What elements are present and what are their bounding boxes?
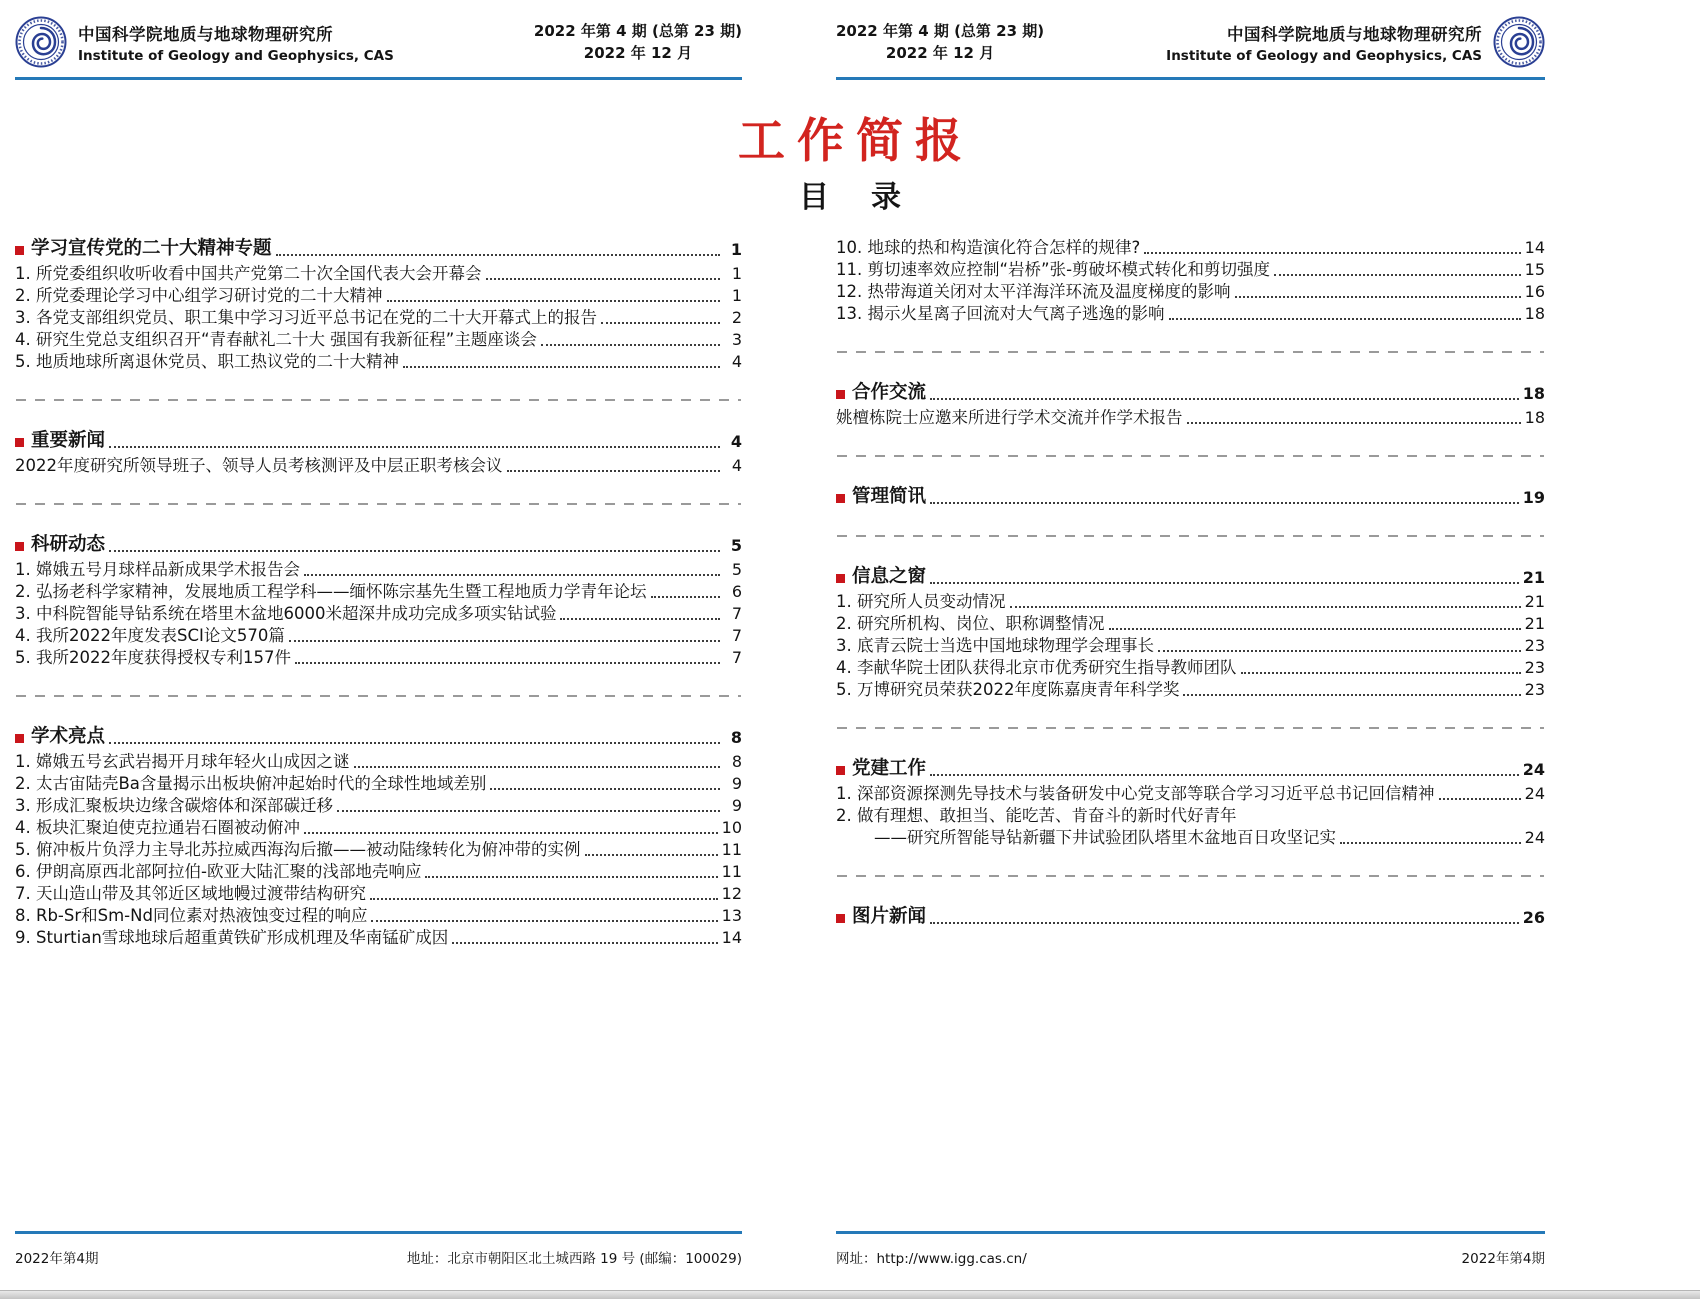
page-number: 23 [1524,658,1545,677]
dot-leader [486,278,721,280]
entry-label: 2. 弘扬老科学家精神，发展地质工程学科——缅怀陈宗基先生暨工程地质力学青年论坛 [15,582,647,601]
page-number: 9 [731,774,742,793]
institute-name-en: Institute of Geology and Geophysics, CAS [78,47,394,64]
entry-label: 3. 形成汇聚板块边缘含碳熔体和深部碳迁移 [15,796,333,815]
entry-label: 4. 板块汇聚迫使克拉通岩石圈被动俯冲 [15,818,300,837]
toc-section-title [836,757,1545,781]
entry-label: 3. 中科院智能导钻系统在塔里木盆地6000米超深井成功完成多项实钻试验 [15,604,557,623]
toc-entry [836,591,1545,613]
page-number: 5 [731,560,742,579]
header-left [15,16,742,68]
entry-label: 2. 做有理想、敢担当、能吃苦、肯奋斗的新时代好青年 [836,806,1237,825]
institute-name-cn: 中国科学院地质与地球物理研究所 [1227,24,1482,44]
section-title-text: 合作交流 [852,382,927,403]
dot-leader [452,942,717,944]
entry-label: 5. 地质地球所离退休党员、职工热议党的二十大精神 [15,352,399,371]
page-number: 16 [1524,282,1545,301]
dot-leader [109,446,720,448]
dot-leader [425,876,717,878]
toc-entry [15,581,742,603]
institute-block-right [1166,16,1545,68]
page-number: 9 [731,796,742,815]
toc-entry [836,259,1545,281]
entry-label: 4. 我所2022年度发表SCI论文570篇 [15,626,285,645]
entry-label: 2. 所党委理论学习中心组学习研讨党的二十大精神 [15,286,383,305]
toc-entry [836,657,1545,679]
toc-entry [15,285,742,307]
section-bullet-icon [15,734,24,743]
page-number: 18 [1524,304,1545,323]
issue-block-left [534,20,742,64]
page-number: 1 [730,240,742,259]
toc-section-title [836,381,1545,405]
entry-label: 8. Rb-Sr和Sm-Nd同位素对热液蚀变过程的响应 [15,906,368,925]
section-divider [16,503,741,505]
toc-entry [15,329,742,351]
dot-leader [109,550,720,552]
toc-entry [836,827,1545,849]
institute-name-en: Institute of Geology and Geophysics, CAS [1166,47,1482,64]
entry-label: 5. 俯冲板片负浮力主导北苏拉威西海沟后撤——被动陆缘转化为俯冲带的实例 [15,840,581,859]
toc-entry [15,883,742,905]
toc-section [836,757,1545,849]
section-title-text: 图片新闻 [852,906,927,927]
dot-leader [1144,252,1520,254]
section-bullet-icon [15,438,24,447]
page-number: 8 [731,752,742,771]
toc-section-title [836,565,1545,589]
page-number: 2 [731,308,742,327]
toc-entry [836,679,1545,701]
institute-logo-icon [1493,16,1545,68]
page-number: 14 [1524,238,1545,257]
header-rule-left [15,77,742,80]
dot-leader [354,766,721,768]
entry-label: 3. 各党支部组织党员、职工集中学习习近平总书记在党的二十大开幕式上的报告 [15,308,597,327]
dot-leader [490,788,720,790]
dot-leader [1187,422,1521,424]
footer-right [836,1247,1545,1267]
dot-leader [1439,798,1521,800]
page-number: 21 [1522,568,1545,587]
dot-leader [1109,628,1521,630]
footer-left [15,1247,742,1267]
toc-entry [15,559,742,581]
page-number: 4 [730,432,742,451]
page-number: 1 [731,286,742,305]
dot-leader [541,344,720,346]
footer-issue: 2022年第4期 [15,1251,99,1267]
section-title-text: 科研动态 [31,534,106,555]
header-rule-right [836,77,1545,80]
toc-section [15,429,742,477]
issue-date: 2022 年 12 月 [583,44,693,62]
toc-section-title [15,237,742,261]
dot-leader [387,300,721,302]
section-title-text: 党建工作 [852,758,927,779]
entry-label: 5. 万博研究员荣获2022年度陈嘉庚青年科学奖 [836,680,1180,699]
issue-number: 2022 年第 4 期 (总第 23 期) [836,22,1045,40]
toc-entry [15,625,742,647]
dot-leader [1241,672,1521,674]
footer-issue: 2022年第4期 [1461,1251,1545,1267]
dot-leader [1235,296,1521,298]
toc-entry [836,613,1545,635]
dot-leader [295,662,720,664]
dot-leader [371,920,717,922]
dot-leader [1274,274,1521,276]
toc-section-title [15,429,742,453]
toc-entry [15,603,742,625]
page-number: 24 [1524,784,1545,803]
dot-leader [1169,318,1521,320]
section-divider [16,399,741,401]
section-divider [837,351,1544,353]
institute-names [78,21,394,64]
toc-section [836,237,1545,325]
entry-label: 13. 揭示火星离子回流对大气离子逃逸的影响 [836,304,1165,323]
page-number: 23 [1524,680,1545,699]
section-bullet-icon [836,766,845,775]
dot-leader [304,574,720,576]
dot-leader [337,810,720,812]
toc-entry [15,263,742,285]
page-title: 工作简报 [738,114,974,169]
entry-label: 1. 深部资源探测先导技术与装备研发中心党支部等联合学习习近平总书记回信精神 [836,784,1435,803]
entry-label: 9. Sturtian雪球地球后超重黄铁矿形成机理及华南锰矿成因 [15,928,449,947]
page-number: 26 [1522,908,1545,927]
dot-leader [1158,650,1521,652]
entry-label: 2. 研究所机构、岗位、职称调整情况 [836,614,1105,633]
dot-leader [930,774,1519,776]
entry-label: 4. 研究生党总支组织召开“青春献礼二十大 强国有我新征程”主题座谈会 [15,330,537,349]
dot-leader [585,854,718,856]
page-number: 3 [731,330,742,349]
section-title-text: 学术亮点 [31,726,106,747]
page-number: 23 [1524,636,1545,655]
footer-website: 网址：http://www.igg.cas.cn/ [836,1251,1027,1267]
toc-section-title [836,485,1545,509]
entry-label: 3. 底青云院士当选中国地球物理学会理事长 [836,636,1154,655]
dot-leader [601,322,720,324]
page-number: 12 [721,884,742,903]
section-bullet-icon [836,574,845,583]
page-number: 7 [731,648,742,667]
section-bullet-icon [15,246,24,255]
page-number: 6 [731,582,742,601]
dot-leader [930,398,1519,400]
entry-label: 1. 所党委组织收听收看中国共产党第二十次全国代表大会开幕会 [15,264,482,283]
toc-entry [15,307,742,329]
toc-entry [15,839,742,861]
page-number: 21 [1524,592,1545,611]
page-number: 7 [731,604,742,623]
toc-section-title [15,533,742,557]
page-number: 10 [721,818,742,837]
page-number: 18 [1524,408,1545,427]
toc-entry [15,647,742,669]
toc-entry [836,237,1545,259]
page-number: 8 [730,728,742,747]
section-bullet-icon [836,494,845,503]
page-number: 14 [721,928,742,947]
toc-section [836,565,1545,701]
entry-label: 1. 嫦娥五号月球样品新成果学术报告会 [15,560,300,579]
issue-date: 2022 年 12 月 [885,44,995,62]
toc-entry [15,817,742,839]
page-number: 24 [1524,828,1545,847]
toc-entry [836,407,1545,429]
page-number: 19 [1522,488,1545,507]
dot-leader [930,582,1519,584]
dot-leader [1183,694,1520,696]
dot-leader [370,898,718,900]
header-right [836,16,1545,68]
toc-section [836,381,1545,429]
toc-entry [836,281,1545,303]
entry-label: 11. 剪切速率效应控制“岩桥”张-剪破坏模式转化和剪切强度 [836,260,1271,279]
institute-names [1166,21,1482,64]
toc-entry [15,773,742,795]
entry-label: 6. 伊朗高原西北部阿拉伯-欧亚大陆汇聚的浅部地壳响应 [15,862,422,881]
footer-rule-left [15,1231,742,1234]
toc-section [15,725,742,949]
toc-entry [836,635,1545,657]
toc-entry [15,905,742,927]
toc-entry [836,805,1545,827]
issue-number: 2022 年第 4 期 (总第 23 期) [533,22,742,40]
section-title-text: 管理简讯 [852,486,927,507]
toc-entry [836,783,1545,805]
section-bullet-icon [836,390,845,399]
page-number: 11 [721,840,742,859]
toc-entry [836,303,1545,325]
dot-leader [109,742,720,744]
dot-leader [930,502,1519,504]
section-title-text: 学习宣传党的二十大精神专题 [31,238,272,259]
section-divider [837,727,1544,729]
page-number: 11 [721,862,742,881]
entry-label: ——研究所智能导钻新疆下井试验团队塔里木盆地百日攻坚记实 [874,828,1336,847]
dot-leader [276,254,720,256]
page-number: 24 [1522,760,1545,779]
section-divider [837,875,1544,877]
toc-heading: 目 录 [799,180,907,215]
entry-label: 12. 热带海道关闭对太平洋海洋环流及温度梯度的影响 [836,282,1231,301]
page-number: 4 [731,456,742,475]
page-number: 15 [1524,260,1545,279]
section-title-text: 信息之窗 [852,566,927,587]
institute-block-left [15,16,394,68]
entry-label: 1. 嫦娥五号玄武岩揭开月球年轻火山成因之谜 [15,752,350,771]
dot-leader [403,366,720,368]
section-title-text: 重要新闻 [31,430,106,451]
footer-address: 地址：北京市朝阳区北土城西路 19 号 (邮编：100029) [406,1251,742,1267]
dot-leader [560,618,720,620]
page-number: 18 [1522,384,1545,403]
entry-label: 1. 研究所人员变动情况 [836,592,1006,611]
toc-entry [15,861,742,883]
toc-section-title [15,725,742,749]
dot-leader [1340,842,1521,844]
dot-leader [930,922,1519,924]
dot-leader [1010,606,1521,608]
dot-leader [289,640,720,642]
page-number: 5 [730,536,742,555]
entry-label: 2022年度研究所领导班子、领导人员考核测评及中层正职考核会议 [15,456,503,475]
dot-leader [507,470,721,472]
dot-leader [304,832,718,834]
section-divider [837,535,1544,537]
entry-label: 4. 李献华院士团队获得北京市优秀研究生指导教师团队 [836,658,1237,677]
entry-label: 10. 地球的热和构造演化符合怎样的规律? [836,238,1141,257]
toc-entry [15,927,742,949]
toc-entry [15,455,742,477]
entry-label: 2. 太古宙陆壳Ba含量揭示出板块俯冲起始时代的全球性地域差别 [15,774,487,793]
toc-column-right [836,237,1545,931]
entry-label: 姚檀栋院士应邀来所进行学术交流并作学术报告 [836,408,1183,427]
window-bottom-edge [0,1290,1700,1299]
section-divider [16,695,741,697]
toc-section [836,485,1545,509]
toc-section [15,237,742,373]
page-number: 13 [721,906,742,925]
page-number: 7 [731,626,742,645]
toc-section [836,905,1545,929]
page-number: 21 [1524,614,1545,633]
toc-column-left [15,237,742,949]
toc-section-title [836,905,1545,929]
institute-logo-icon [15,16,67,68]
toc-section [15,533,742,669]
toc-entry [15,795,742,817]
dot-leader [651,596,721,598]
section-divider [837,455,1544,457]
section-bullet-icon [836,914,845,923]
toc-entry [15,751,742,773]
section-bullet-icon [15,542,24,551]
page-number: 4 [731,352,742,371]
page-number: 1 [731,264,742,283]
institute-name-cn: 中国科学院地质与地球物理研究所 [78,24,333,44]
entry-label: 5. 我所2022年度获得授权专利157件 [15,648,291,667]
issue-block-right [836,20,1044,64]
toc-entry [15,351,742,373]
footer-rule-right [836,1231,1545,1234]
entry-label: 7. 天山造山带及其邻近区域地幔过渡带结构研究 [15,884,366,903]
